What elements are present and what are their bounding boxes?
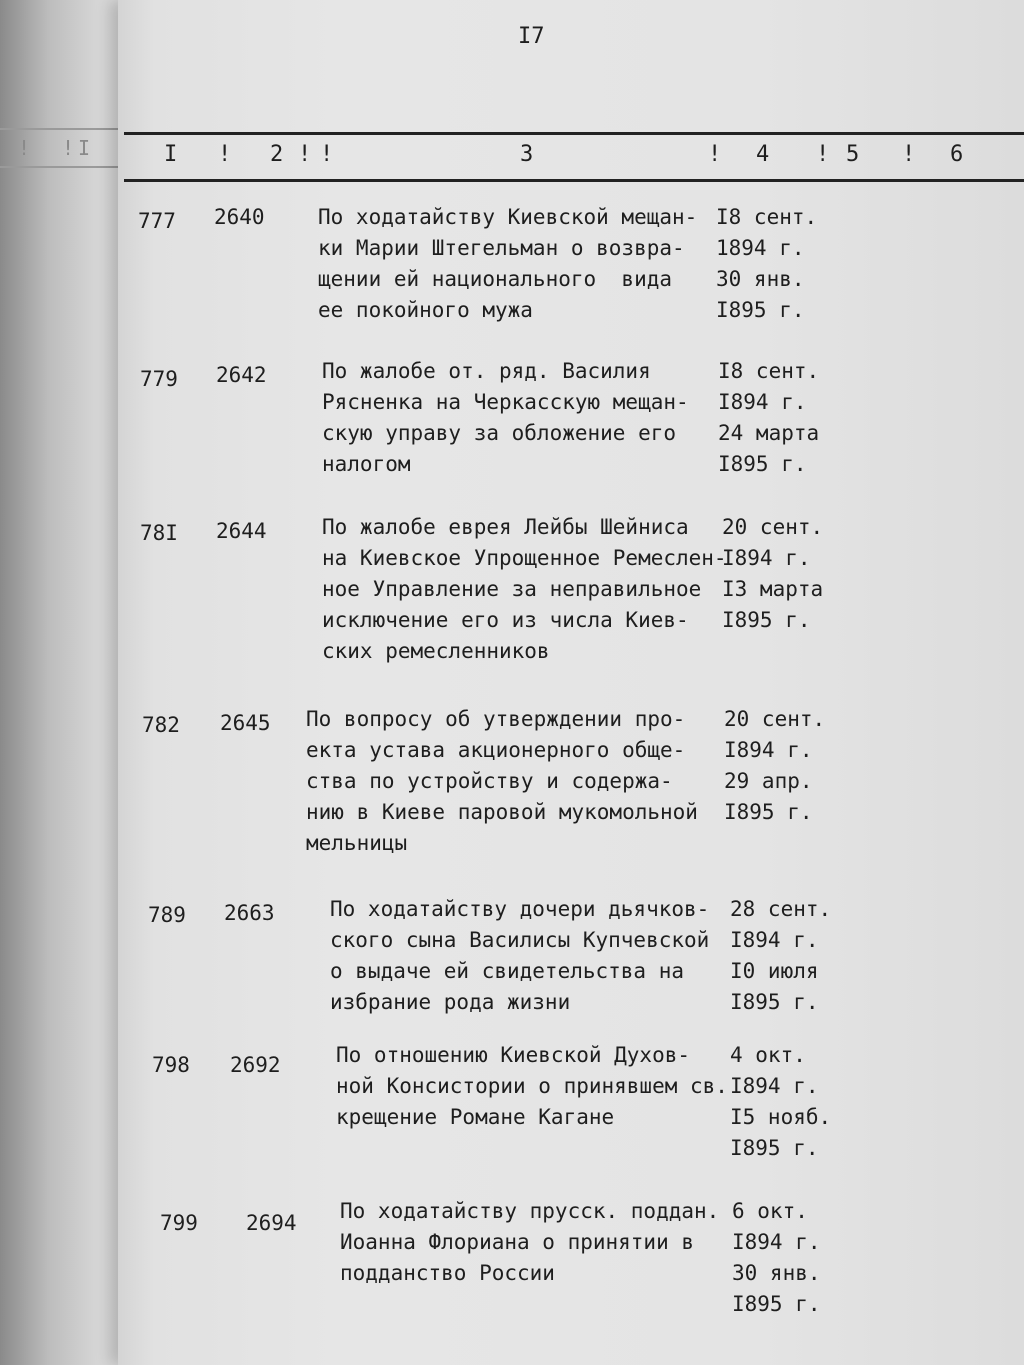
description-line: о выдаче ей свидетельства на	[330, 959, 685, 983]
description-line: нию в Киеве паровой мукомольной	[306, 800, 698, 824]
table-header	[124, 132, 1024, 182]
date-line: I895 г.	[730, 990, 819, 1014]
page-number: I7	[518, 24, 545, 49]
description-line: подданство России	[340, 1261, 555, 1285]
date-line: 1894 г.	[716, 236, 805, 260]
description-line: ского сына Василисы Купчевской	[330, 928, 710, 952]
file-number: 2663	[224, 901, 275, 925]
date-line: I894 г.	[732, 1230, 821, 1254]
description-line: на Киевское Упрощенное Ремеслен-	[322, 546, 727, 570]
date-line: I894 г.	[724, 738, 813, 762]
entry-description	[322, 356, 689, 480]
header-col4: 4	[756, 142, 770, 167]
date-line: I895 г.	[724, 800, 813, 824]
entry-dates	[730, 894, 831, 1018]
header-sep: !	[298, 142, 312, 167]
description-line: ее покойного мужа	[318, 298, 533, 322]
entry-number: 798	[152, 1053, 190, 1077]
date-line: I5 нояб.	[730, 1105, 832, 1129]
date-line: 24 марта	[718, 421, 820, 445]
description-line: ства по устройству и содержа-	[306, 769, 673, 793]
date-line: I8 сент.	[718, 359, 820, 383]
date-line: 20 сент.	[724, 707, 826, 731]
date-line: I894 г.	[730, 928, 819, 952]
description-line: избрание рода жизни	[330, 990, 571, 1014]
date-line: 6 окт.	[732, 1199, 808, 1223]
header-sep: !	[320, 142, 334, 167]
date-line: I894 г.	[722, 546, 811, 570]
header-col1: I	[164, 142, 178, 167]
description-line: По жалобе от. ряд. Василия	[322, 359, 651, 383]
date-line: I3 марта	[722, 577, 824, 601]
description-line: ки Марии Штегельман о возвра-	[318, 236, 685, 260]
header-sep: !	[708, 142, 722, 167]
date-line: 4 окт.	[730, 1043, 806, 1067]
entry-number: 78I	[140, 521, 178, 545]
date-line: I895 г.	[718, 452, 807, 476]
entry-number: 779	[140, 367, 178, 391]
entry-description	[340, 1196, 719, 1289]
description-line: По ходатайству прусск. поддан.	[340, 1199, 720, 1223]
description-line: По отношению Киевской Духов-	[336, 1043, 691, 1067]
description-line: По вопросу об утверждении про-	[306, 707, 686, 731]
date-line: I895 г.	[732, 1292, 821, 1316]
description-line: По ходатайству дочери дьячков-	[330, 897, 710, 921]
file-number: 2692	[230, 1053, 281, 1077]
previous-page-header-edge: ! ! I	[0, 128, 118, 168]
date-line: 30 янв.	[716, 267, 805, 291]
description-line: мельницы	[306, 831, 408, 855]
date-line: I895 г.	[730, 1136, 819, 1160]
header-col6: 6	[950, 142, 964, 167]
header-col3: 3	[520, 142, 534, 167]
description-line: ной Консистории о принявшем св.	[336, 1074, 728, 1098]
date-line: 29 апр.	[724, 769, 813, 793]
file-number: 2645	[220, 711, 271, 735]
header-col2: 2	[270, 142, 284, 167]
date-line: I895 г.	[716, 298, 805, 322]
description-line: скую управу за обложение его	[322, 421, 677, 445]
entry-dates	[732, 1196, 821, 1320]
document-page	[118, 0, 1024, 1365]
description-line: По ходатайству Киевской мещан-	[318, 205, 698, 229]
entry-number: 789	[148, 903, 186, 927]
file-number: 2640	[214, 205, 265, 229]
description-line: ских ремесленников	[322, 639, 550, 663]
entry-description	[330, 894, 709, 1018]
date-line: 30 янв.	[732, 1261, 821, 1285]
entry-description	[322, 512, 727, 667]
date-line: I894 г.	[718, 390, 807, 414]
file-number: 2644	[216, 519, 267, 543]
description-line: Рясненка на Черкасскую мещан-	[322, 390, 689, 414]
description-line: налогом	[322, 452, 411, 476]
entry-dates	[730, 1040, 831, 1164]
entry-description	[318, 202, 697, 326]
entry-description	[306, 704, 698, 859]
description-line: щении ей национального вида	[318, 267, 673, 291]
entry-dates	[724, 704, 825, 828]
date-line: 28 сент.	[730, 897, 832, 921]
date-line: 20 сент.	[722, 515, 824, 539]
date-line: I895 г.	[722, 608, 811, 632]
description-line: Иоанна Флориана о принятии в	[340, 1230, 695, 1254]
header-sep: !	[816, 142, 830, 167]
description-line: ное Управление за неправильное	[322, 577, 702, 601]
date-line: I8 сент.	[716, 205, 818, 229]
header-sep: !	[902, 142, 916, 167]
date-line: I0 июля	[730, 959, 819, 983]
header-sep: !	[218, 142, 232, 167]
entry-number: 777	[138, 209, 176, 233]
file-number: 2642	[216, 363, 267, 387]
description-line: исключение его из числа Киев-	[322, 608, 689, 632]
description-line: крещение Романе Кагане	[336, 1105, 615, 1129]
date-line: I894 г.	[730, 1074, 819, 1098]
entry-number: 782	[142, 713, 180, 737]
header-col5: 5	[846, 142, 860, 167]
entry-dates	[722, 512, 823, 636]
description-line: По жалобе еврея Лейбы Шейниса	[322, 515, 689, 539]
entry-dates	[718, 356, 819, 480]
entry-dates	[716, 202, 817, 326]
file-number: 2694	[246, 1211, 297, 1235]
description-line: екта устава акционерного обще-	[306, 738, 686, 762]
entry-description	[336, 1040, 728, 1133]
entry-number: 799	[160, 1211, 198, 1235]
